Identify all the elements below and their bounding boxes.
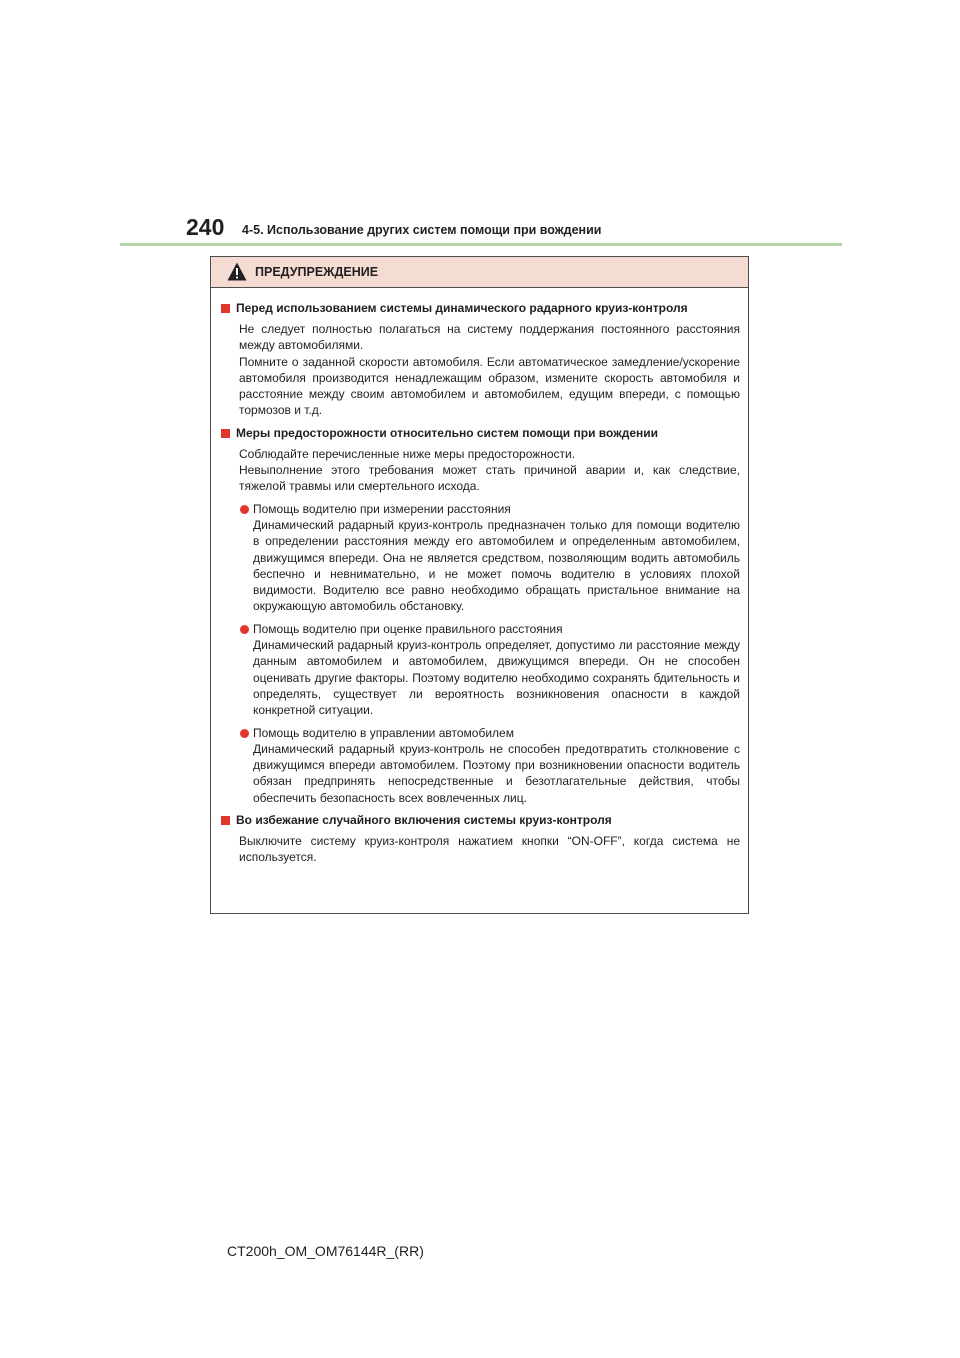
warning-section: [220, 812, 740, 866]
warning-box: [210, 256, 749, 914]
list-item-title: Помощь водителю при оценке правильного расстояния: [253, 621, 563, 636]
list-item-title: Помощь водителю при измерении расстояния: [253, 501, 511, 516]
list-item: [239, 501, 740, 615]
section-title-text: Меры предосторожности относительно систем помощи при вождении: [236, 425, 658, 440]
paragraph: Соблюдайте перечисленные ниже меры предосторожности.: [239, 446, 576, 461]
list-item-text: Динамический радарный круиз-контроль не способен предотвратить столкновение с движущимся впереди автомобилем. Поэтому при возникновении опасности водитель обязан предпринять непосредственные и безотлагательные действия, чтобы обеспечить безопасность всех вовлеченных лиц.: [253, 741, 740, 805]
list-item: [239, 725, 740, 806]
warning-title: ПРЕДУПРЕЖДЕНИЕ: [255, 265, 379, 279]
square-bullet-icon: [221, 816, 230, 825]
paragraph: Невыполнение этого требования может стать причиной аварии и, как следствие, тяжелой травмы или смертельного исхода.: [239, 463, 740, 494]
list-item-text: Динамический радарный круиз-контроль предназначен только для помощи водителю в определении расстояния между его автомобилем и определенным автомобилем, движущимся впереди. Она не является средством, позволяющим водить автомобиль беспечно и невнимательно, и не может помочь водителю в условиях плохой видимости. Водителю все равно необходимо обращать пристальное внимание на окружающую автомобиль обстановку.: [253, 517, 740, 614]
paragraph: Не следует полностью полагаться на систему поддержания постоянного расстояния между автомобилями.: [239, 322, 740, 353]
section-title: [220, 300, 740, 317]
section-header-title: 4-5. Использование других систем помощи при вождении: [242, 223, 602, 237]
header-divider: [120, 243, 842, 246]
warning-header: [211, 257, 748, 288]
round-bullet-icon: [240, 729, 249, 738]
page-number: 240: [186, 214, 225, 240]
section-title-text: Во избежание случайного включения системы круиз-контроля: [236, 813, 612, 828]
list-item-title: Помощь водителю в управлении автомобилем: [253, 725, 514, 740]
section-title: [220, 425, 740, 442]
warning-triangle-icon: [227, 262, 247, 286]
warning-body: [211, 288, 748, 866]
paragraph: Выключите систему круиз-контроля нажатием кнопки “ON-OFF”, когда система не используется.: [239, 834, 740, 865]
round-bullet-icon: [240, 505, 249, 514]
list-item: [239, 621, 740, 719]
square-bullet-icon: [221, 429, 230, 438]
list-item-text: Динамический радарный круиз-контроль определяет, допустимо ли расстояние между данным автомобилем и автомобилем, движущимся впереди. Он не способен оценивать другие факторы. Поэтому водителю необходимо сохранять бдительность и определять, существует ли вероятность возникновения опасности в каждой конкретной ситуации.: [253, 638, 740, 718]
warning-section: [220, 300, 740, 419]
section-title: [220, 812, 740, 829]
square-bullet-icon: [221, 304, 230, 313]
paragraph: Помните о заданной скорости автомобиля. Если автоматическое замедление/ускорение автомобиля производится ненадлежащим образом, измените скорость автомобиля и расстояние между своим автомобилем и автомобилем, едущим впереди, с помощью тормозов и т.д.: [239, 354, 740, 418]
round-bullet-icon: [240, 625, 249, 634]
section-title-text: Перед использованием системы динамического радарного круиз-контроля: [236, 301, 688, 315]
document-code: CT200h_OM_OM76144R_(RR): [227, 1243, 424, 1259]
warning-section: [220, 425, 740, 806]
